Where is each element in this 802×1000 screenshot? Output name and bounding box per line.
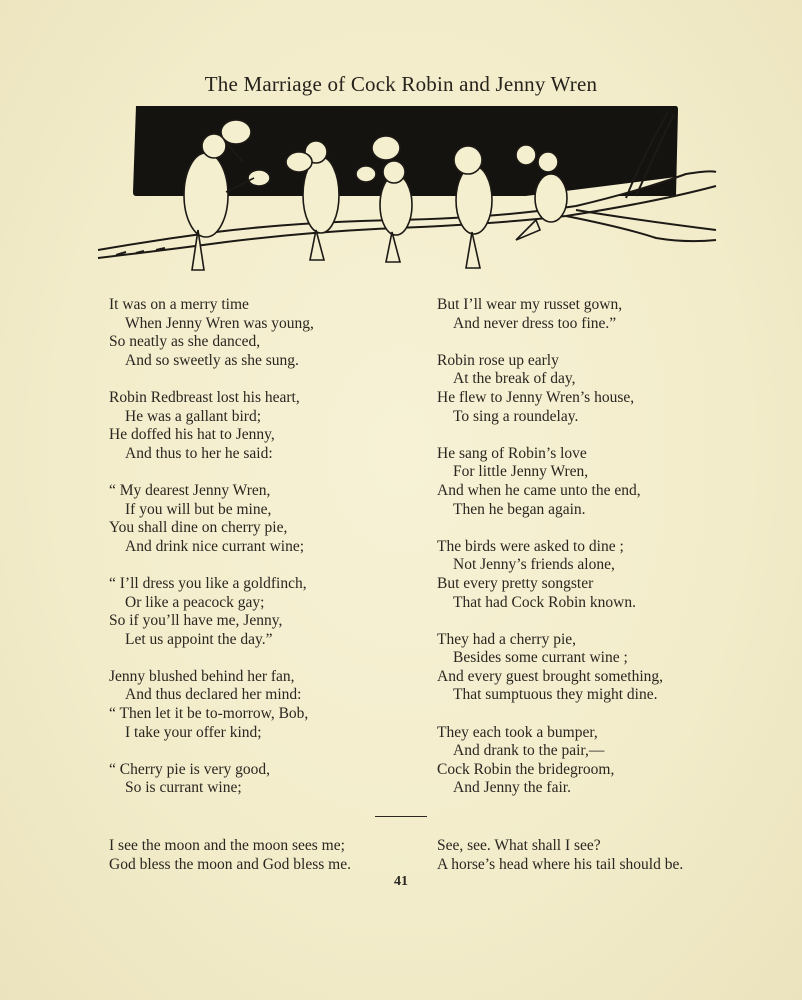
- verse-line: And drink nice currant wine;: [125, 537, 305, 555]
- verse-line: But I’ll wear my russet gown,: [437, 296, 623, 313]
- verse-line: I see the moon and the moon sees me;: [109, 837, 345, 854]
- page-number: 41: [394, 874, 408, 889]
- verse-line: You shall dine on cherry pie,: [109, 519, 288, 537]
- stanza: [109, 296, 409, 370]
- verse-line: “ I’ll dress you like a goldfinch,: [109, 574, 307, 592]
- verse-line: And thus to her he said:: [125, 444, 273, 462]
- verse-line: When Jenny Wren was young,: [125, 314, 314, 332]
- right-column: [437, 296, 737, 817]
- verse-line: Let us appoint the day.”: [125, 630, 273, 648]
- verse-line: At the break of day,: [453, 370, 576, 388]
- stanza: [109, 668, 409, 742]
- stanza: [437, 352, 737, 426]
- stanza: [109, 575, 409, 649]
- left-column: [109, 296, 409, 817]
- verse-line: And thus declared her mind:: [125, 686, 302, 704]
- bottom-verse-left: [109, 837, 351, 874]
- section-divider: [375, 816, 427, 817]
- verse-line: And so sweetly as she sung.: [125, 351, 299, 369]
- verse-line: He sang of Robin’s love: [437, 444, 587, 462]
- verse-line: Not Jenny’s friends alone,: [453, 556, 615, 574]
- page-title: The Marriage of Cock Robin and Jenny Wren: [204, 72, 598, 96]
- verse-line: See, see. What shall I see?: [437, 837, 601, 854]
- verse-line: And Jenny the fair.: [453, 779, 571, 797]
- verse-line: They had a cherry pie,: [437, 630, 577, 648]
- verse-line: Besides some currant wine ;: [453, 649, 628, 667]
- verse-line: The birds were asked to dine ;: [437, 537, 624, 555]
- stanza: [109, 482, 409, 556]
- verse-line: Or like a peacock gay;: [125, 593, 265, 611]
- verse-line: Cock Robin the bridegroom,: [437, 760, 615, 778]
- verse-line: So if you’ll have me, Jenny,: [109, 612, 283, 630]
- verse-line: God bless the moon and God bless me.: [109, 855, 351, 873]
- verse-line: They each took a bumper,: [437, 723, 598, 741]
- verse-line: And when he came unto the end,: [437, 481, 641, 499]
- verse-line: He flew to Jenny Wren’s house,: [437, 388, 635, 406]
- verse-line: Then he began again.: [453, 500, 586, 518]
- bottom-verse-right: [437, 837, 683, 874]
- verse-line: If you will but be mine,: [125, 500, 272, 518]
- stanza: [109, 389, 409, 463]
- verse-line: It was on a merry time: [109, 296, 249, 313]
- verse-line: To sing a roundelay.: [453, 407, 579, 425]
- stanza: [437, 631, 737, 705]
- verse-line: So is currant wine;: [125, 779, 242, 797]
- stanza: [437, 724, 737, 798]
- verse-line: And drank to the pair,—: [453, 742, 605, 760]
- verse-line: And every guest brought something,: [437, 667, 664, 685]
- verse-line: “ Then let it be to-morrow, Bob,: [109, 705, 309, 723]
- verse-line: “ Cherry pie is very good,: [109, 760, 270, 778]
- verse-line: I take your offer kind;: [125, 723, 262, 741]
- verse-line: So neatly as she danced,: [109, 333, 261, 351]
- verse-line: That had Cock Robin known.: [453, 593, 636, 611]
- verse-line: For little Jenny Wren,: [453, 463, 589, 481]
- birds-on-branch-illustration: [96, 100, 718, 280]
- verse-line: Jenny blushed behind her fan,: [109, 667, 295, 685]
- verse-line: He was a gallant bird;: [125, 407, 262, 425]
- verse-line: That sumptuous they might dine.: [453, 686, 658, 704]
- verse-line: But every pretty songster: [437, 574, 594, 592]
- verse-line: He doffed his hat to Jenny,: [109, 426, 275, 444]
- verse-line: Robin Redbreast lost his heart,: [109, 388, 300, 406]
- stanza: [437, 445, 737, 519]
- verse-line: “ My dearest Jenny Wren,: [109, 481, 271, 499]
- verse-line: And never dress too fine.”: [453, 314, 617, 332]
- stanza: [437, 296, 737, 333]
- stanza: [437, 538, 737, 612]
- stanza: [109, 761, 409, 798]
- verse-line: Robin rose up early: [437, 351, 559, 369]
- verse-line: A horse’s head where his tail should be.: [437, 855, 684, 873]
